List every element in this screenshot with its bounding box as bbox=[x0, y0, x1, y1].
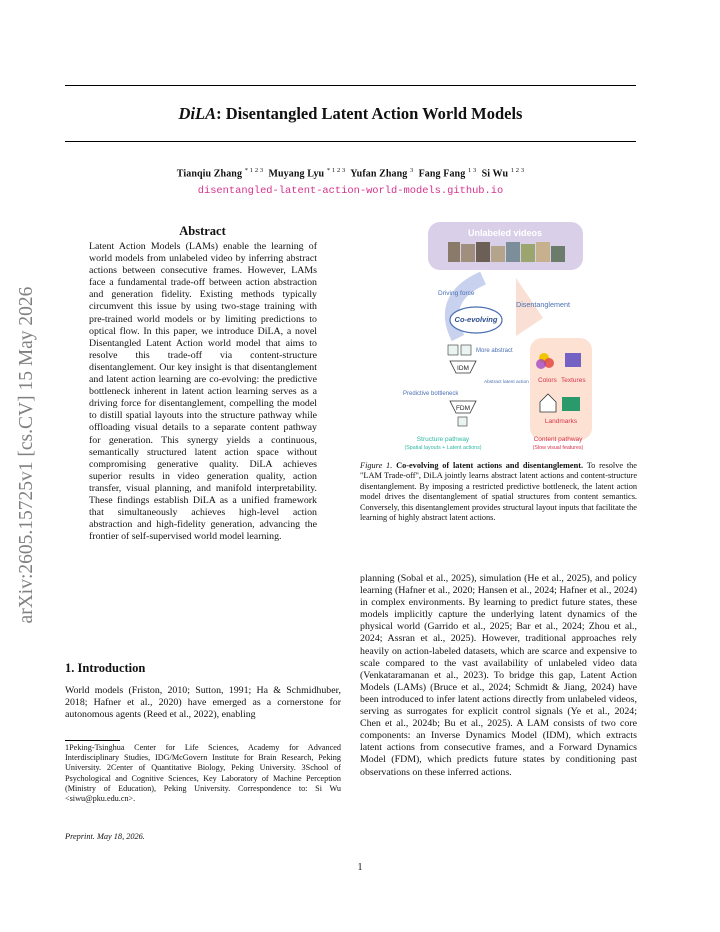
page-number: 1 bbox=[357, 862, 363, 873]
textures-label: Textures bbox=[561, 377, 586, 384]
more-abstract-label: More abstract bbox=[476, 348, 513, 354]
author-affiliation: * 1 2 3 bbox=[244, 167, 264, 174]
preprint-line: Preprint. May 18, 2026. bbox=[65, 832, 145, 841]
predictive-bottleneck-label: Predictive bottleneck bbox=[403, 391, 459, 397]
author-list bbox=[65, 167, 636, 179]
textures-icon bbox=[565, 353, 581, 367]
title-bottom-rule bbox=[65, 141, 636, 142]
content-pathway-sublabel: (Slow visual features) bbox=[532, 445, 584, 451]
driving-force-label: Driving force bbox=[438, 290, 475, 297]
author-affiliation: 3 bbox=[410, 167, 414, 174]
section-heading: 1. Introduction bbox=[65, 661, 146, 675]
structure-pathway-label: Structure pathway bbox=[416, 436, 470, 443]
arxiv-stamp: arXiv:2605.15725v1 [cs.CV] 15 May 2026 bbox=[16, 286, 37, 623]
title-rest: : Disentangled Latent Action World Models bbox=[216, 104, 523, 123]
unlabeled-videos-label: Unlabeled videos bbox=[467, 228, 543, 238]
affiliation-footnote: 1Peking-Tsinghua Center for Life Sciences, Academy for Advanced Interdisciplinary Studies, IDG/McGovern Institute for Brain Research, Peking University. 2Center of Quantitative Biology, Peking University. 3School of Psychological and Cognitive Sciences, Key Laboratory of Machine Perception (Ministry of Education), Peking University. Correspondence to: Si Wu <siwu@pku.edu.cn>. bbox=[65, 743, 341, 804]
intro-paragraph: World models (Friston, 2010; Sutton, 1991; Ha & Schmidhuber, 2018; Hafner et al., 2020) have emerged as a cornerstone for autonomous agents (Reed et al., 2022), enabling bbox=[65, 685, 341, 721]
author-name: Muyang Lyu bbox=[268, 168, 325, 180]
figure-1-diagram bbox=[398, 218, 598, 458]
colors-label: Colors bbox=[538, 377, 557, 384]
caption-label: Figure 1. bbox=[360, 461, 393, 470]
content-pathway-label: Content pathway bbox=[533, 436, 583, 443]
landmarks-label: Landmarks bbox=[544, 418, 578, 425]
abstract-body: Latent Action Models (LAMs) enable the learning of world models from unlabeled video by inferring abstract actions between consecutive frames. However, LAMs face a fundamental trade-off between action abstraction and generation fidelity. Existing methods typically circumvent this issue by using two-stage training with pre-trained world models or by limiting predictions to optical flow. In this paper, we introduce DiLA, a novel Disentangled Latent Action world model that aims to resolve this trade-off via content-structure disentanglement. Our key insight is that disentanglement and latent action learning are co-evolving: the predictive bottleneck inherent in latent action learning serves as a driving force for disentanglement, compelling the model to distill spatial layouts into the structure pathway while offloading visual details to a separate content pathway for generation. This synergy yields a continuous, semantically structured latent action space without compromising generative quality. DiLA achieves superior results in video generation quality, action transfer, visual planning, and manifold interpretability. These findings establish DiLA as a unified framework that simultaneously achieves high-level action abstraction and high-fidelity generation, advancing the frontier of self-supervised world model learning. bbox=[89, 241, 317, 543]
author-affiliation: 1 2 3 bbox=[510, 167, 525, 174]
frame-icon bbox=[448, 345, 458, 355]
co-evolving-label: Co-evolving bbox=[454, 315, 498, 324]
author-name: Fang Fang bbox=[418, 168, 466, 180]
project-url-link[interactable]: disentangled-latent-action-world-models.github.io bbox=[197, 185, 504, 197]
intro-continuation: planning (Sobal et al., 2025), simulation (He et al., 2025), and policy learning (Hafner et al., 2020; Hansen et al., 2024; Hafner et al., 2024) in complex environments. By learning to predict future states, these models implicitly capture the underlying latent dynamics of the physical world (Garrido et al., 2025; Bar et al., 2024; Zhou et al., 2024; Assran et al., 2025). However, traditional approaches rely heavily on action-labeled datasets, which are scarce and expensive to scale compared to the vast availability of unlabeled video data (Venkataramanan et al., 2023). To bridge this gap, Latent Action Models (LAMs) (Bruce et al., 2024; Schmidt & Jiang, 2024) have been introduced to infer latent actions directly from unlabeled videos, serving as surrogates for explicit control signals (Ye et al., 2024; Chen et al., 2024b; Bu et al., 2025). A LAM consists of two core components: an Inverse Dynamics Model (IDM), which extracts latent actions from consecutive frames, and a Forward Dynamics Model (FDM), which predicts future states by conditioning past observations on these inferred actions. bbox=[360, 573, 637, 778]
top-rule bbox=[65, 85, 636, 86]
fdm-label: FDM bbox=[455, 405, 471, 412]
frame-icon bbox=[461, 345, 471, 355]
caption-bold: Co-evolving of latent actions and disentanglement. bbox=[396, 461, 584, 470]
author-affiliation: * 1 2 3 bbox=[326, 167, 346, 174]
abstract-latent-action-label: Abstract latent action bbox=[484, 380, 529, 385]
structure-pathway-sublabel: (Spatial layouts + Latent actions) bbox=[404, 445, 482, 451]
landmark-map-icon bbox=[562, 397, 580, 411]
paper-title bbox=[65, 104, 636, 124]
frame-icon bbox=[458, 417, 467, 426]
title-italic: DiLA bbox=[178, 104, 217, 123]
idm-label: IDM bbox=[457, 365, 469, 372]
abstract-heading: Abstract bbox=[179, 224, 226, 238]
author-name: Si Wu bbox=[481, 168, 509, 180]
disentanglement-label: Disentanglement bbox=[516, 300, 570, 309]
author-affiliation: 1 3 bbox=[467, 167, 477, 174]
author-name: Tianqiu Zhang bbox=[176, 168, 243, 180]
caption-text: To resolve the "LAM Trade-off", DiLA jointly learns abstract latent actions and content-structure disentanglement. By imposing a restricted predictive bottleneck, the latent action model drives the disentanglement of spatial structures from content semantics. Conversely, this disentanglement provides structural layout inputs that facilitate the learning of highly abstract latent actions. bbox=[360, 461, 637, 523]
footnote-rule bbox=[65, 740, 120, 741]
video-frames-strip bbox=[448, 242, 565, 262]
author-name: Yufan Zhang bbox=[350, 168, 408, 180]
figure-1-caption bbox=[360, 461, 637, 523]
